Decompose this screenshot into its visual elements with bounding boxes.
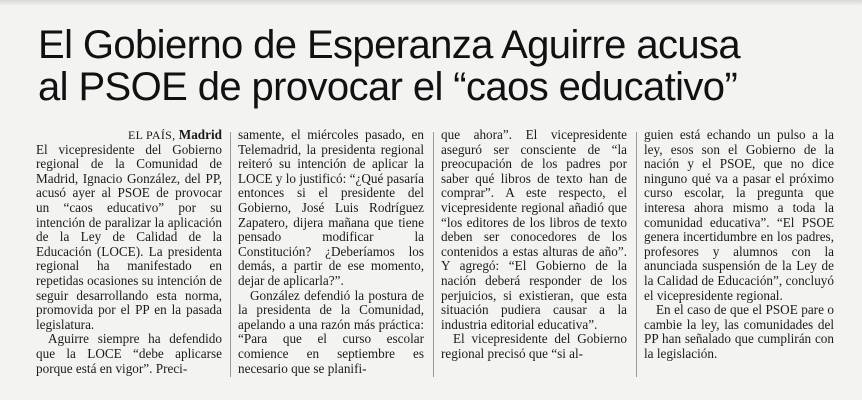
paragraph: El vicepresidente del Gobierno regional de la Comunidad de Madrid, Ignacio González, del PP, acusó ayer al PSOE de provocar un “caos educativo” por su intención de paralizar la aplicación de la Ley de Calidad de la Educación (LOCE). La presidenta regional ha manifestado en repetidas ocasiones su intención de seguir desarrollando esta norma, promovida por el PP en la pasada legislatura. bbox=[36, 141, 222, 332]
paragraph: En el caso de que el PSOE pare o cambie la ley, las comunidades del PP han señalado que cumplirán con la legislación. bbox=[644, 302, 834, 361]
paragraph: González defendió la postura de la presidenta de la Comunidad, apelando a una razón más práctica: “Para que el curso escolar comience en septiembre es necesario que se planifi- bbox=[238, 287, 424, 376]
paragraph: Aguirre siempre ha defendido que la LOCE “debe aplicarse porque está en vigor”. Preci- bbox=[36, 331, 222, 376]
headline-line-1: El Gobierno de Esperanza Aguirre acusa bbox=[38, 23, 741, 67]
paragraph: que ahora”. El vicepresidente aseguró ser consciente de “la preocupación de los padres por saber qué libros de texto han de comprar”. A este respecto, el vicepresidente regional añadió que “los editores de los libros de texto deben ser conocedores de los contenidos a estas alturas de año”. Y agregó: “El Gobierno de la nación deberá responder de los perjuicios, si existieran, que esta situación pudiera causar a la industria editorial educativa”. bbox=[441, 127, 627, 332]
column-rule bbox=[636, 132, 637, 377]
article-column-1 bbox=[36, 128, 222, 376]
byline-source: EL PAÍS, bbox=[127, 128, 176, 142]
byline-city: Madrid bbox=[178, 127, 222, 142]
headline bbox=[38, 24, 838, 108]
article-column-3 bbox=[441, 128, 627, 362]
paragraph: samente, el miércoles pasado, en Telemadrid, la presidenta regional reiteró su intención de aplicar la LOCE y lo justificó: “¿Qué pasaría entonces si el presidente del Gobierno, José Luis Rodríguez Zapatero, dijera mañana que tiene pensado modificar la Constitución? ¿Deberíamos los demás, a partir de ese momento, dejar de aplicarla?”. bbox=[238, 127, 424, 288]
paragraph: El vicepresidente del Gobierno regional precisó que “si al- bbox=[441, 331, 627, 361]
paragraph: guien está echando un pulso a la ley, esos son el Gobierno de la nación y el PSOE, que no dice ninguno qué va a pasar el próximo curso escolar, la pregunta que interesa ahora mismo a toda la comunidad educativa”. “El PSOE genera incertidumbre en los padres, profesores y alumnos con la anunciada suspensión de la Ley de la Calidad de Educación”, concluyó el vicepresidente regional. bbox=[644, 127, 834, 303]
byline bbox=[36, 128, 222, 143]
headline-line-2: al PSOE de provocar el “caos educativo” bbox=[38, 65, 738, 109]
article-column-2 bbox=[238, 128, 424, 376]
scan-edge bbox=[0, 0, 862, 6]
column-rule bbox=[433, 132, 434, 377]
column-rule bbox=[230, 132, 231, 377]
article-column-4 bbox=[644, 128, 834, 362]
